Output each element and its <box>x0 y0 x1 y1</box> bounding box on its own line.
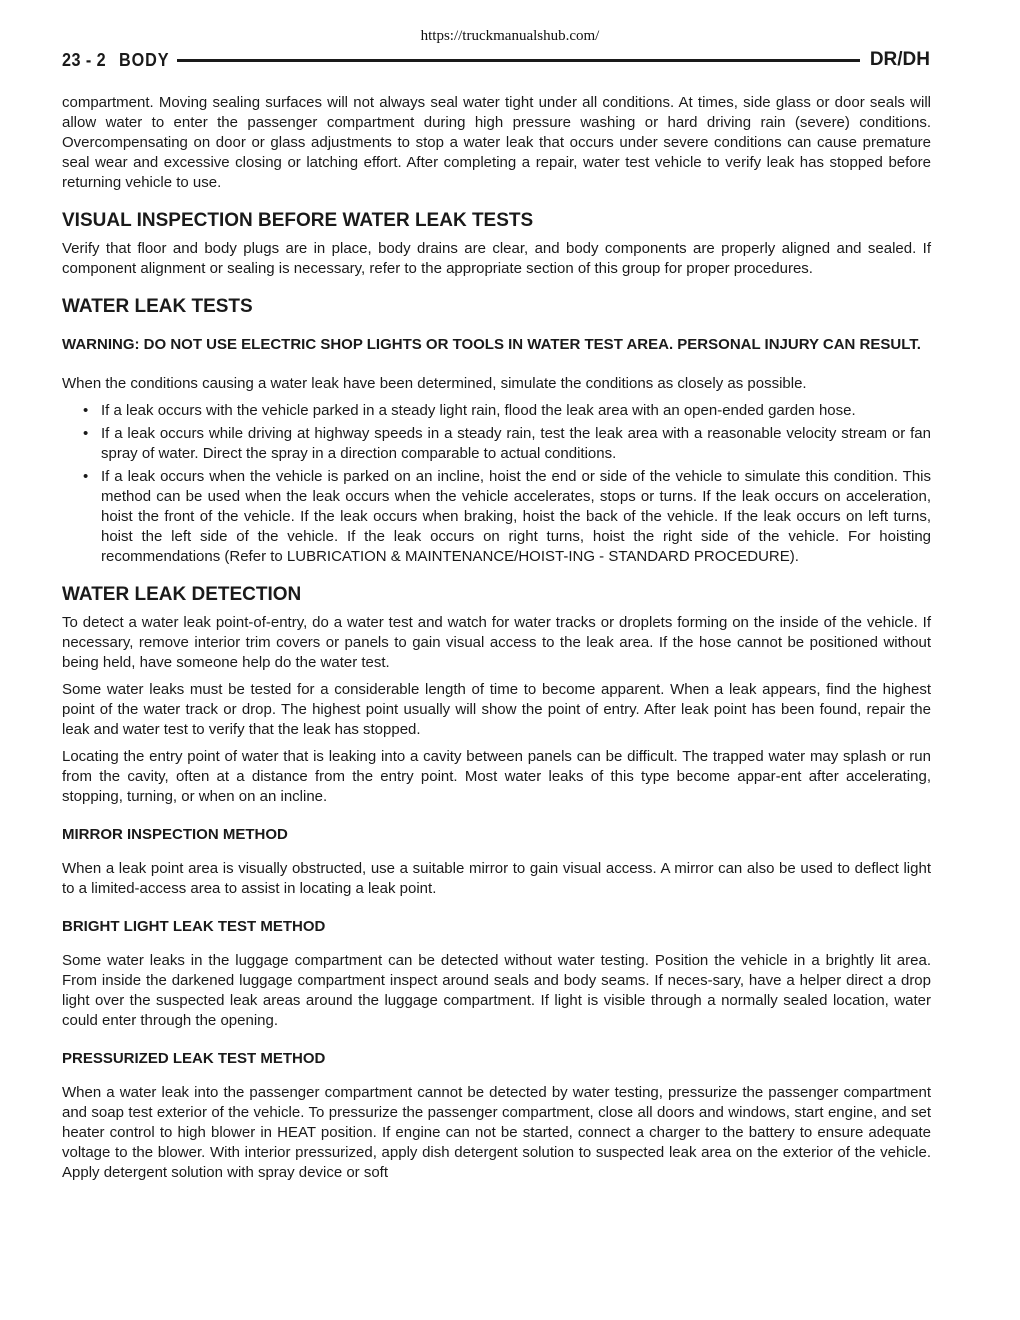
visual-inspection-text: Verify that floor and body plugs are in place, body drains are clear, and body components are properly aligned and sealed. If component alignment or sealing is necessary, refer to the appropriate section of this group for proper procedures. <box>62 240 931 277</box>
bright-light-method-heading: BRIGHT LIGHT LEAK TEST METHOD <box>62 918 326 935</box>
page-header <box>62 48 930 72</box>
model-code: DR/DH <box>869 49 930 70</box>
page-content <box>62 93 931 1190</box>
bright-light-method-text: Some water leaks in the luggage compartment can be detected without water testing. Position the vehicle in a brightly lit area. From inside the darkened luggage compartment inspect around seals and body seams. If neces-sary, have a helper direct a drop light over the suspected leak areas around the luggage compartment. If light is visible through a normally sealed location, water could enter through the opening. <box>62 952 931 1029</box>
detection-paragraph: To detect a water leak point-of-entry, do a water test and watch for water tracks or droplets forming on the inside of the vehicle. If necessary, remove interior trim covers or panels to gain visual access to the leak area. If the hose cannot be positioned without being held, have someone help do the water test. <box>62 614 931 671</box>
pressurized-method-text: When a water leak into the passenger compartment cannot be detected by water testing, pressurize the passenger compartment and soap test exterior of the vehicle. To pressurize the passenger compartment, close all doors and windows, start engine, and set heater control to high blower in HEAT position. If engine can not be started, connect a charger to the battery to ensure adequate voltage to the blower. With interior pressurized, apply dish detergent solution to suspected leak area on the exterior of the vehicle. Apply detergent solution with spray device or soft <box>62 1084 931 1181</box>
section-title: BODY <box>119 49 170 70</box>
page-number: 23 - 2 <box>62 49 107 70</box>
water-leak-tests-heading: WATER LEAK TESTS <box>62 296 253 317</box>
test-conditions-list <box>62 401 931 567</box>
water-leak-tests-text: When the conditions causing a water leak have been determined, simulate the conditions as closely as possible. <box>62 375 807 392</box>
visual-inspection-heading: VISUAL INSPECTION BEFORE WATER LEAK TESTS <box>62 210 534 231</box>
detection-paragraph: Some water leaks must be tested for a considerable length of time to become apparent. When a leak appears, find the highest point of the water track or drop. The highest point usually will show the point of entry. After leak point has been found, repair the leak and water test to verify that the leak has stopped. <box>62 681 931 738</box>
list-item: • If a leak occurs with the vehicle parked in a steady light rain, flood the leak area with an open-ended garden hose. <box>62 401 931 421</box>
intro-paragraph: compartment. Moving sealing surfaces will not always seal water tight under all conditions. At times, side glass or door seals will allow water to enter the passenger compartment during high pressure washing or hard driving rain (severe) conditions. Overcompensating on door or glass adjustments to stop a water leak that occurs under severe conditions can cause premature seal wear and excessive closing or latching effort. After completing a repair, water test vehicle to verify leak has stopped before returning vehicle to use. <box>62 94 931 191</box>
detection-paragraph: Locating the entry point of water that is leaking into a cavity between panels can be difficult. The trapped water may splash or run from the cavity, often at a distance from the entry point. Most water leaks of this type become appar-ent after accelerating, stopping, turning, or when on an incline. <box>62 748 931 805</box>
source-url: https://truckmanualshub.com/ <box>420 28 600 44</box>
mirror-method-heading: MIRROR INSPECTION METHOD <box>62 826 288 843</box>
mirror-method-text: When a leak point area is visually obstructed, use a suitable mirror to gain visual access. A mirror can also be used to deflect light to a limited-access area to assist in locating a leak point. <box>62 860 931 897</box>
header-rule <box>177 59 860 62</box>
pressurized-method-heading: PRESSURIZED LEAK TEST METHOD <box>62 1050 326 1067</box>
water-leak-detection-heading: WATER LEAK DETECTION <box>62 584 302 605</box>
list-item: • If a leak occurs when the vehicle is parked on an incline, hoist the end or side of the vehicle to simulate this condition. This method can be used when the leak occurs when the vehicle accelerates, stops or turns. If the leak occurs on acceleration, hoist the front of the vehicle. If the leak occurs when braking, hoist the back of the vehicle. If the leak occurs on left turns, hoist the left side of the vehicle. If the leak occurs on right turns, hoist the right side of the vehicle. For hoisting recommendations (Refer to LUBRICATION & MAINTENANCE/HOIST-ING - STANDARD PROCEDURE). <box>62 467 931 567</box>
warning-text: WARNING: DO NOT USE ELECTRIC SHOP LIGHTS OR TOOLS IN WATER TEST AREA. PERSONAL INJURY CAN RESULT. <box>62 336 921 353</box>
list-item: • If a leak occurs while driving at highway speeds in a steady rain, test the leak area with a reasonable velocity stream or fan spray of water. Direct the spray in a direction comparable to actual conditions. <box>62 424 931 464</box>
